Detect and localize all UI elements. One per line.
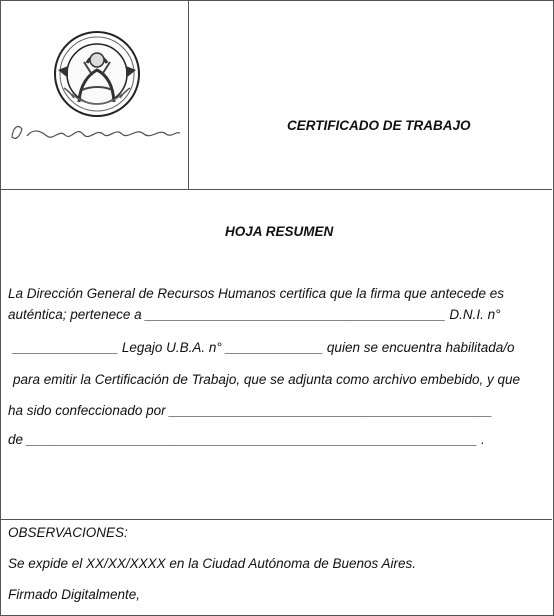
certification-line-5: ha sido confeccionado por ___________________________________________ — [8, 403, 493, 418]
certification-line-3: ______________ Legajo U.B.A. n° _____________ quien se encuentra habilitada/o — [13, 340, 515, 355]
certificate-title: CERTIFICADO DE TRABAJO — [287, 118, 471, 133]
university-seal — [55, 32, 139, 116]
observations-label: OBSERVACIONES: — [8, 525, 128, 540]
university-logo — [8, 28, 184, 150]
certification-line-1: La Dirección General de Recursos Humanos certifica que la firma que antecede es — [8, 286, 505, 301]
summary-heading: HOJA RESUMEN — [225, 224, 334, 239]
certification-line-6: de ____________________________________________________________ . — [8, 432, 485, 447]
issued-date-text: Se expide el XX/XX/XXXX en la Ciudad Autónoma de Buenos Aires. — [8, 556, 416, 571]
certification-line-4: para emitir la Certificación de Trabajo, que se adjunta como archivo embebido, y que — [13, 372, 521, 387]
footer-top-border — [0, 519, 552, 520]
header-bottom-border — [0, 189, 552, 190]
certification-line-2: auténtica; pertenece a ________________________________________ D.N.I. n° — [8, 307, 501, 322]
header-divider — [188, 1, 189, 189]
digital-signature-text: Firmado Digitalmente, — [8, 587, 141, 602]
university-wordmark — [12, 127, 180, 139]
